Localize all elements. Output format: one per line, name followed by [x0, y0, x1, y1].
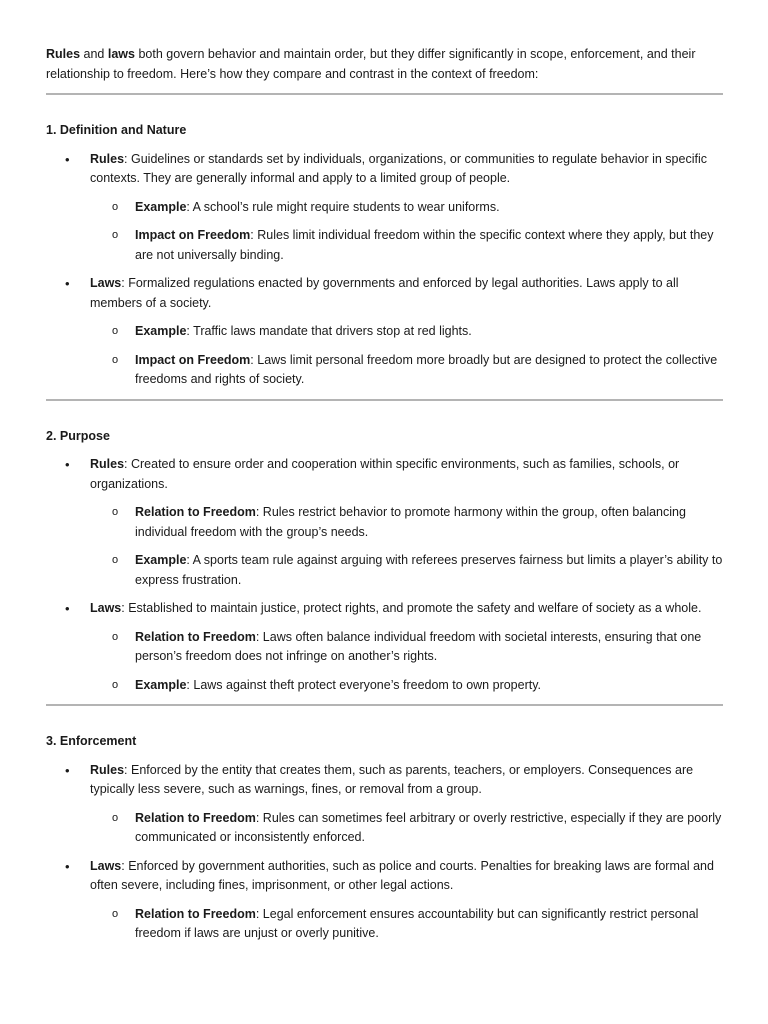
sub-list-item	[90, 628, 723, 667]
sub-list	[90, 198, 723, 266]
sub-item-term: Example	[135, 199, 187, 214]
sub-list-item	[90, 503, 723, 542]
sub-list	[90, 905, 723, 944]
divider	[46, 704, 723, 706]
sub-list	[90, 322, 723, 390]
sub-list-item	[90, 809, 723, 848]
list-item	[46, 761, 723, 848]
sub-item-term: Example	[135, 677, 187, 692]
item-text: : Formalized regulations enacted by governments and enforced by legal authorities. Laws apply to all members of a society.	[90, 276, 679, 310]
item-text: : Guidelines or standards set by individuals, organizations, or communities to regulate behavior in specific contexts. They are generally informal and apply to a limited group of people.	[90, 151, 707, 185]
sub-list	[90, 809, 723, 848]
section-enforcement	[46, 732, 723, 944]
bullet-circle-icon: o	[112, 325, 119, 337]
sub-list-item	[90, 322, 723, 342]
intro-rules-term: Rules	[46, 47, 81, 61]
section-heading: 3. Enforcement	[46, 734, 137, 748]
item-text: : Established to maintain justice, protect rights, and promote the safety and welfare of society as a whole.	[121, 601, 702, 615]
item-text: : Enforced by government authorities, such as police and courts. Penalties for breaking laws are formal and often severe, including fines, imprisonment, or other legal actions.	[90, 858, 714, 892]
sub-item-term: Relation to Freedom	[135, 906, 256, 921]
item-term: Laws	[90, 858, 122, 873]
sub-item-text: : Legal enforcement ensures accountability but can significantly restrict personal freedom if laws are unjust or overly punitive.	[135, 906, 699, 940]
sub-list	[90, 503, 723, 590]
bullet-list	[46, 455, 723, 695]
section-purpose	[46, 427, 723, 696]
sub-item-text: : Rules restrict behavior to promote harmony within the group, often balancing individual freedom with the group’s needs.	[135, 505, 686, 539]
sub-item-term: Example	[135, 324, 187, 338]
bullet-dot-icon: •	[65, 858, 70, 874]
bullet-dot-icon: •	[65, 762, 70, 778]
bullet-circle-icon: o	[112, 353, 119, 366]
sub-item-text: : Traffic laws mandate that drivers stop at red lights.	[186, 324, 472, 338]
bullet-dot-icon: •	[65, 276, 70, 291]
intro-and: and	[80, 47, 108, 61]
bullet-list	[46, 761, 723, 944]
sub-list-item	[90, 198, 723, 218]
item-text: : Created to ensure order and cooperation within specific environments, such as families, schools, or organizations.	[90, 457, 680, 491]
intro-laws-term: laws	[107, 47, 135, 61]
sub-item-term: Example	[135, 553, 187, 567]
sub-item-term: Impact on Freedom	[135, 352, 251, 367]
list-item	[46, 857, 723, 944]
sub-item-text: : A school’s rule might require students to wear uniforms.	[186, 199, 500, 214]
item-term: Rules	[90, 457, 125, 471]
item-term: Laws	[90, 276, 122, 290]
section-heading: 1. Definition and Nature	[46, 123, 187, 137]
bullet-dot-icon: •	[65, 151, 70, 167]
section-heading: 2. Purpose	[46, 428, 110, 443]
bullet-circle-icon: o	[112, 200, 119, 213]
sub-list-item	[90, 551, 723, 590]
divider	[46, 93, 723, 95]
list-item	[46, 274, 723, 390]
bullet-circle-icon: o	[112, 811, 119, 824]
sub-list	[90, 628, 723, 696]
sub-item-term: Relation to Freedom	[135, 810, 256, 825]
sub-item-text: : Rules can sometimes feel arbitrary or overly restrictive, especially if they are poorly communicated or inconsistently enforced.	[135, 810, 722, 844]
intro-text: both govern behavior and maintain order, but they differ significantly in scope, enforcement, and their relationship to freedom. Here’s how they compare and contrast in the context of freedom:	[46, 47, 696, 81]
bullet-circle-icon: o	[112, 229, 119, 241]
sub-list-item	[90, 226, 723, 265]
sub-item-text: : Rules limit individual freedom within the specific context where they apply, but they are not universally binding.	[135, 228, 714, 262]
sub-item-term: Relation to Freedom	[135, 629, 256, 644]
item-term: Rules	[90, 762, 125, 777]
item-term: Laws	[90, 601, 122, 615]
item-term: Rules	[90, 151, 125, 166]
list-item	[46, 455, 723, 590]
bullet-circle-icon: o	[112, 506, 119, 518]
sub-item-term: Relation to Freedom	[135, 505, 256, 519]
sub-item-text: : Laws often balance individual freedom with societal interests, ensuring that one person’s freedom does not infringe on another’s rights.	[135, 629, 702, 663]
section-definition-and-nature	[46, 121, 723, 390]
bullet-list	[46, 150, 723, 390]
sub-item-text: : Laws limit personal freedom more broadly but are designed to protect the collective freedoms and rights of society.	[135, 352, 718, 386]
divider	[46, 399, 723, 401]
bullet-dot-icon: •	[65, 601, 70, 616]
bullet-circle-icon: o	[112, 554, 119, 566]
intro-paragraph	[46, 45, 723, 84]
item-text: : Enforced by the entity that creates them, such as parents, teachers, or employers. Consequences are typically less severe, such as warnings, fines, or removal from a group.	[90, 762, 694, 796]
sub-item-term: Impact on Freedom	[135, 228, 251, 242]
document-page	[46, 45, 723, 953]
bullet-circle-icon: o	[112, 907, 119, 920]
list-item	[46, 599, 723, 695]
list-item	[46, 150, 723, 266]
bullet-circle-icon: o	[112, 678, 119, 691]
sub-list-item	[90, 351, 723, 390]
sub-list-item	[90, 676, 723, 696]
sub-list-item	[90, 905, 723, 944]
sub-item-text: : Laws against theft protect everyone’s freedom to own property.	[186, 677, 542, 692]
bullet-circle-icon: o	[112, 630, 119, 643]
bullet-dot-icon: •	[65, 457, 70, 472]
sub-item-text: : A sports team rule against arguing with referees preserves fairness but limits a player’s ability to express frustration.	[135, 553, 723, 587]
